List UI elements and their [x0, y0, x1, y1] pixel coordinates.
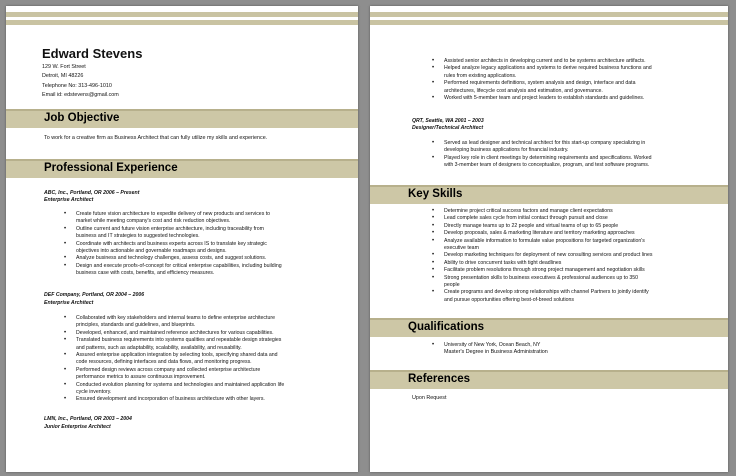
list-item: • Helped analyze legacy applications and systems to derive required business functions and rules from existing applications. [444, 65, 652, 80]
list-item: • Served as lead designer and technical architect for this start-up company specializing in developing business applications for financial industry. [444, 140, 652, 155]
job-bullets [76, 211, 282, 278]
list-item: • Collaborated with key stakeholders and internal teams to define enterprise architecture principles, standards and guidelines, and blueprints. [76, 315, 284, 330]
list-item: • Assisted senior architects in developing current and to be systems architecture artifacts. [444, 58, 652, 65]
list-item: • Coordinate with architects and business experts across IS to translate key strategic objectives into actionable and governable roadmaps and designs. [76, 241, 282, 256]
objective-text: To work for a creative firm as Business Architect that can fully utilize my skills and experience. [44, 135, 268, 141]
contact-city: Detroit, MI 48226 [42, 73, 84, 79]
header-rule [370, 20, 728, 25]
list-item: • Ensured development and incorporation of business architecture with other layers. [76, 396, 284, 403]
resume-page-left [6, 6, 358, 472]
list-item: • Analyze available information to formulate value propositions for targeted organization's executive team [444, 238, 652, 253]
list-item: • Determine project critical success factors and manage client expectations [444, 208, 652, 215]
header-rule [6, 12, 358, 17]
job-company: ABC, Inc., Portland, OR 2006 – Present [44, 190, 140, 196]
skills-list [444, 208, 652, 304]
section-header-objective: Job Objective [6, 109, 358, 128]
section-header-references: References [370, 370, 728, 389]
list-item: • Performed design reviews across company and collected enterprise architecture performance metrics to assure continuous improvement. [76, 367, 284, 382]
job-title: Enterprise Architect [44, 197, 94, 203]
contact-phone: Telephone No: 313-496-1010 [42, 83, 112, 89]
resume-page-right [370, 6, 728, 472]
job-bullets [444, 58, 652, 102]
list-item: • Conducted evolution planning for systems and technologies and maintained application life cycle inventory. [76, 382, 284, 397]
job-company: DEF Company, Portland, OR 2004 – 2006 [44, 292, 145, 298]
job-title: Enterprise Architect [44, 300, 94, 306]
job-title: Junior Enterprise Architect [44, 424, 111, 430]
section-header-skills: Key Skills [370, 185, 728, 204]
list-item: • Performed requirements definitions, system analysis and design, interface and data architectures, lifecycle cost analysis and estimation, and governance. [444, 80, 652, 95]
list-item: • University of New York, Ocean Beach, NY [444, 342, 540, 349]
section-header-experience: Professional Experience [6, 159, 358, 178]
job-bullets [76, 315, 284, 404]
candidate-name: Edward Stevens [42, 46, 143, 61]
contact-street: 129 W. Fort Street [42, 64, 86, 70]
list-item: • Create programs and develop strong relationships with channel Partners to jointly identify and pursue opportunities offering best-of-breed solutions [444, 289, 652, 304]
job-title: Designer/Technical Architect [412, 125, 484, 131]
references-text: Upon Request [412, 395, 447, 401]
list-item: • Ability to drive concurrent tasks with tight deadlines [444, 260, 652, 267]
header-rule [6, 20, 358, 25]
section-header-qualifications: Qualifications [370, 318, 728, 337]
list-item: • Directly manage teams up to 22 people and virtual teams of up to 65 people [444, 223, 652, 230]
job-bullets [444, 140, 652, 170]
job-company: QRT, Seattle, WA 2001 – 2003 [412, 118, 484, 124]
list-item: • Facilitate problem resolutions through strong project management and negotiation skills [444, 267, 652, 274]
job-company: LMN, Inc., Portland, OR 2003 – 2004 [44, 416, 132, 422]
list-item: • Played key role in client meetings by determining requirements and specifications. Worked with 3-member team of designers to conceptualize, program, and test software programs. [444, 155, 652, 170]
contact-email: Email id: edstevens@gmail.com [42, 92, 119, 98]
list-item: • Developed, enhanced, and maintained reference architectures for various capabilities. [76, 330, 284, 337]
list-item: • Develop proposals, sales & marketing literature and territory marketing approaches [444, 230, 652, 237]
list-item: • Lead complete sales cycle from initial contact through pursuit and close [444, 215, 652, 222]
list-item: • Analyze business and technology challenges, assess costs, and suggest solutions. [76, 255, 282, 262]
list-item: • Strong presentation skills to business executives & professional audiences up to 350 people [444, 275, 652, 290]
qualification-degree: Master's Degree in Business Administration [444, 349, 548, 355]
list-item: • Assured enterprise application integration by selecting tools, specifying shared data and code resources, defining interfaces and data flows, and monitoring progress. [76, 352, 284, 367]
list-item: • Develop marketing techniques for deployment of new consulting services and product lines [444, 252, 652, 259]
list-item: • Design and execute proofs-of-concept for critical enterprise capabilities, including building business case with costs, benefits, and efficiency measures. [76, 263, 282, 278]
list-item: • Worked with 5-member team and project leaders to establish standards and guidelines. [444, 95, 652, 102]
list-item: • Outline current and future vision enterprise architecture, including traceability from business and IT strategies to suggested technologies. [76, 226, 282, 241]
list-item: • Create future vision architecture to expedite delivery of new products and services to market while meeting company's cost and risk reduction objectives. [76, 211, 282, 226]
header-rule [370, 12, 728, 17]
list-item: • Translated business requirements into systems qualities and repeatable design strategies and patterns, such as adaptability, scalability, availability, and reusability. [76, 337, 284, 352]
